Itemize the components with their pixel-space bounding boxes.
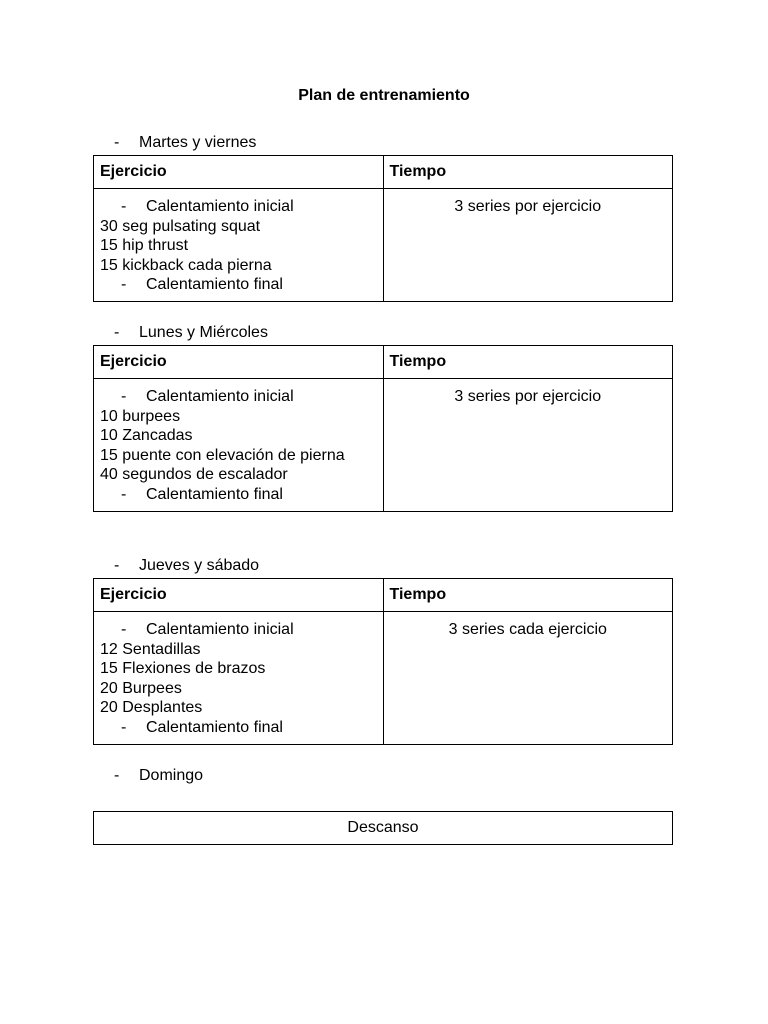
column-header-time: Tiempo (383, 346, 673, 379)
exercise-list (94, 189, 384, 302)
exercise-item: 10 Zancadas (100, 427, 193, 445)
column-header-exercise: Ejercicio (94, 579, 384, 612)
column-header-exercise: Ejercicio (94, 346, 384, 379)
time-cell (383, 379, 673, 512)
exercise-item: 40 segundos de escalador (100, 466, 288, 484)
column-header-exercise: Ejercicio (94, 156, 384, 189)
exercise-item: 15 Flexiones de brazos (100, 660, 266, 678)
exercise-item: - Calentamiento final (121, 485, 283, 503)
bullet-dash: - (114, 324, 120, 341)
time-value: 3 series por ejercicio (454, 388, 602, 405)
rest-cell: Descanso (94, 812, 673, 845)
section-heading-jueves-sabado (114, 556, 259, 576)
exercise-item: 20 Burpees (100, 679, 182, 697)
document-title: Plan de entrenamiento (298, 87, 470, 104)
column-header-time: Tiempo (383, 156, 673, 189)
exercise-item: 12 Sentadillas (100, 640, 201, 658)
exercise-table-jueves-sabado (93, 578, 673, 745)
exercise-item: - Calentamiento inicial (121, 198, 294, 215)
exercise-item: - Calentamiento final (121, 718, 283, 736)
exercise-item: 10 burpees (100, 407, 181, 425)
section-heading-label: Domingo (139, 767, 204, 784)
exercise-item: - Calentamiento inicial (121, 621, 294, 638)
exercise-item: 20 Desplantes (100, 699, 203, 717)
section-heading-domingo (114, 766, 203, 786)
exercise-item: 30 seg pulsating squat (100, 217, 261, 235)
section-heading-label: Jueves y sábado (139, 557, 260, 574)
section-heading-label: Martes y viernes (139, 134, 257, 151)
time-cell (383, 189, 673, 302)
section-heading-martes-viernes (114, 133, 256, 153)
bullet-dash: - (114, 134, 120, 151)
bullet-dash: - (114, 557, 120, 574)
section-heading-lunes-miercoles (114, 323, 268, 343)
rest-table-domingo (93, 811, 673, 845)
exercise-item: 15 hip thrust (100, 237, 189, 255)
time-value: 3 series cada ejercicio (448, 621, 607, 638)
exercise-item: - Calentamiento final (121, 276, 283, 294)
exercise-list (94, 612, 384, 745)
exercise-table-lunes-miercoles (93, 345, 673, 512)
time-value: 3 series por ejercicio (454, 198, 602, 215)
exercise-table-martes-viernes (93, 155, 673, 302)
exercise-item: 15 puente con elevación de pierna (100, 446, 345, 464)
section-heading-label: Lunes y Miércoles (139, 324, 268, 341)
exercise-item: - Calentamiento inicial (121, 388, 294, 405)
bullet-dash: - (114, 767, 120, 784)
time-cell (383, 612, 673, 745)
column-header-time: Tiempo (383, 579, 673, 612)
exercise-item: 15 kickback cada pierna (100, 256, 272, 274)
exercise-list (94, 379, 384, 512)
